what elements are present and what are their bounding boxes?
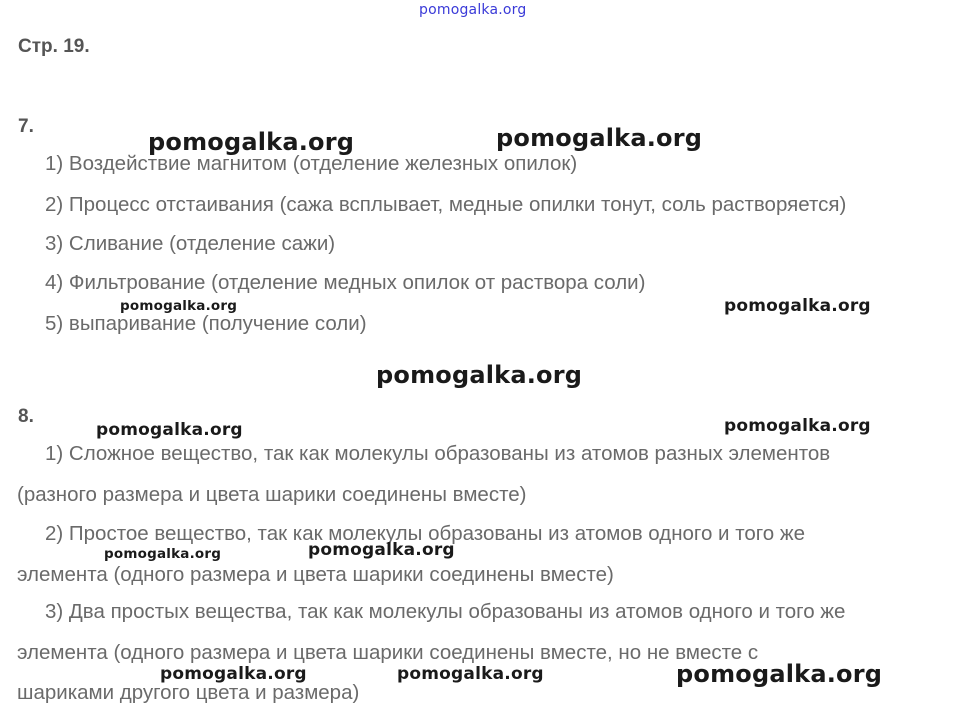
watermark: pomogalka.org [496, 124, 703, 152]
watermark: pomogalka.org [96, 420, 243, 440]
task7-item-3: 3) Сливание (отделение сажи) [45, 232, 336, 255]
watermark: pomogalka.org [160, 664, 307, 684]
watermark: pomogalka.org [724, 296, 871, 316]
task8-line-2: (разного размера и цвета шарики соединены вместе) [17, 483, 527, 506]
watermark: pomogalka.org [120, 298, 238, 314]
watermark: pomogalka.org [308, 540, 455, 560]
watermark: pomogalka.org [104, 546, 222, 562]
task7-item-1: 1) Воздействие магнитом (отделение железных опилок) [45, 152, 578, 175]
watermark: pomogalka.org [376, 361, 583, 389]
task8-line-6: элемента (одного размера и цвета шарики соединены вместе, но не вместе с [17, 641, 759, 664]
task8-line-5: 3) Два простых вещества, так как молекулы образованы из атомов одного и того же [45, 600, 846, 623]
task7-item-5: 5) выпаривание (получение соли) [45, 312, 367, 335]
watermark: pomogalka.org [148, 128, 355, 156]
watermark: pomogalka.org [724, 416, 871, 436]
watermark: pomogalka.org [676, 660, 883, 688]
task8-line-3: 2) Простое вещество, так как молекулы образованы из атомов одного и того же [45, 522, 806, 545]
watermark: pomogalka.org [397, 664, 544, 684]
page-label: Стр. 19. [18, 36, 90, 57]
task7-item-4: 4) Фильтрование (отделение медных опилок от раствора соли) [45, 271, 646, 294]
task7-number: 7. [18, 116, 34, 137]
task8-line-7: шариками другого цвета и размера) [17, 681, 360, 704]
header-watermark: pomogalka.org [419, 2, 527, 18]
task8-line-4: элемента (одного размера и цвета шарики соединены вместе) [17, 563, 614, 586]
task7-item-2: 2) Процесс отстаивания (сажа всплывает, медные опилки тонут, соль растворяется) [45, 193, 847, 216]
task8-line-1: 1) Сложное вещество, так как молекулы образованы из атомов разных элементов [45, 442, 831, 465]
task8-number: 8. [18, 406, 34, 427]
